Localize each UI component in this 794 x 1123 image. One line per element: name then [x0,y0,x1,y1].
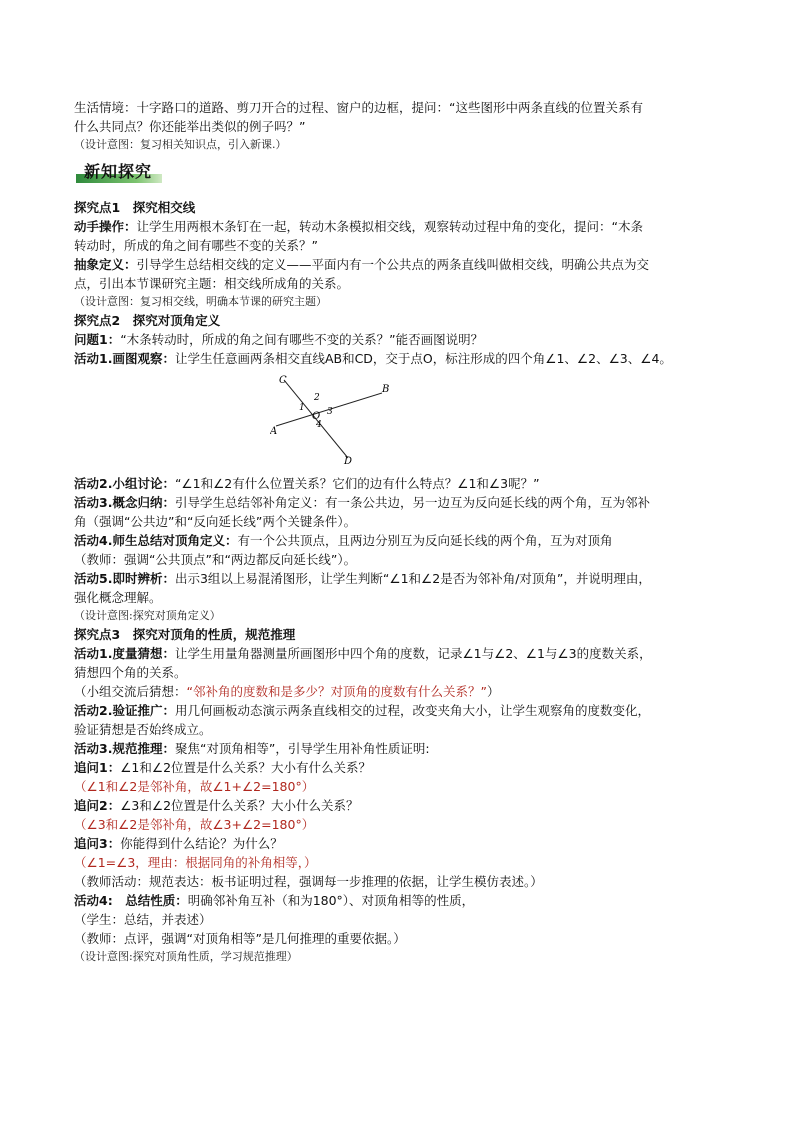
follow-up-3 [74,834,724,853]
follow-up-1 [74,758,724,777]
activity-1 [74,349,724,368]
definition-label: 抽象定义： [74,257,137,272]
explore-point-1-heading: 探究点1 探究相交线 [74,200,196,215]
conjecture-prefix: （小组交流后猜想： [74,684,187,699]
activity-text: 出示3组以上易混淆图形，让学生判断“∠1和∠2是否为邻补角/对顶角”，并说明理由， [174,571,651,586]
p3-activity-2-line-2: 验证猜想是否始终成立。 [74,722,212,737]
follow-up-text: ∠1和∠2位置是什么关系？大小有什么关系？ [120,760,372,775]
p3-activity-3 [74,739,724,758]
label-b: B [382,384,390,395]
angle-4-label: 4 [316,420,322,430]
intro-label: 生活情境： [74,100,137,115]
activity-label: 活动2.验证推广： [74,703,175,718]
p3-activity-1-line-2: 猜想四个角的关系。 [74,665,187,680]
label-o: O [312,411,321,422]
section-title: 新知探究 [84,162,153,181]
activity-text: 有一个公共顶点，且两边分别互为反向延长线的两个角，互为对顶角 [237,533,613,548]
hands-on-line-1 [74,217,724,236]
follow-up-text: 你能得到什么结论？为什么？ [120,836,283,851]
activity-4-line-1 [74,531,724,550]
p3-activity-1-line-1 [74,644,724,663]
angle-1-label: 1 [299,403,305,413]
activity-text: “∠1和∠2有什么位置关系？它们的边有什么特点？∠1和∠3呢？” [174,476,540,491]
activity-text: 明确邻补角互补（和为180°）、对顶角相等的性质， [187,893,475,908]
activity-label: 活动2.小组讨论： [74,476,175,491]
follow-up-3-answer: （∠1=∠3，理由：根据同角的补角相等，） [74,855,317,870]
activity-label: 活动4.师生总结对顶角定义： [74,533,238,548]
p3-activity-4 [74,891,724,910]
intro-text: 十字路口的道路、剪刀开合的过程、窗户的边框，提问：“这些图形中两条直线的位置关系有 [136,100,643,115]
explore-point-2-heading: 探究点2 探究对顶角定义 [74,313,221,328]
activity-label: 活动1.画图观察： [74,351,175,366]
teacher-comment: （教师：点评，强调“对顶角相等”是几何推理的重要依据。） [74,931,406,946]
question-1 [74,330,724,349]
follow-up-text: ∠3和∠2位置是什么关系？大小什么关系？ [120,798,359,813]
definition-line-2: 点，引出本节课研究主题：相交线所成角的关系。 [74,276,350,291]
activity-4-line-2: （教师：强调“公共顶点”和“两边都反向延长线”）。 [74,552,357,567]
teacher-activity: （教师活动：规范表达：板书证明过程，强调每一步推理的依据，让学生模仿表述。） [74,874,543,889]
conjecture-line [74,682,724,701]
activity-text: 用几何画板动态演示两条直线相交的过程，改变夹角大小，让学生观察角的度数变化， [174,703,650,718]
follow-up-label: 追问2： [74,798,121,813]
conjecture-suffix: ） [486,684,500,699]
intersecting-lines-figure [270,372,440,464]
student-summary: （学生：总结，并表述） [74,912,212,927]
activity-text: 引导学生总结邻补角定义：有一条公共边，另一边互为反向延长线的两个角，互为邻补 [174,495,650,510]
activity-label: 活动3.规范推理： [74,741,175,756]
label-a: A [270,426,278,437]
question-label: 问题1： [74,332,121,347]
design-note: （设计意图:探究对顶角定义） [74,609,221,622]
activity-5-line-2: 强化概念理解。 [74,590,162,605]
design-note: （设计意图：复习相关知识点，引入新课.） [74,138,287,151]
section-heading [76,160,166,186]
definition-text: 引导学生总结相交线的定义——平面内有一个公共点的两条直线叫做相交线，明确公共点为交 [136,257,650,272]
definition-line-1 [74,255,724,274]
activity-label: 活动1.度量猜想： [74,646,175,661]
follow-up-2 [74,796,724,815]
activity-label: 活动4: 总结性质： [74,893,188,908]
label-d: D [344,456,353,464]
activity-text: 让学生任意画两条相交直线AB和CD，交于点O，标注形成的四个角∠1、∠2、∠3、∠4。 [174,351,672,366]
angle-2-label: 2 [314,393,320,403]
hands-on-line-2: 转动时，所成的角之间有哪些不变的关系？” [74,238,318,253]
conjecture-question: “邻补角的度数和是多少？对顶角的度数有什么关系？” [186,684,487,699]
activity-text: 让学生用量角器测量所画图形中四个角的度数，记录∠1与∠2、∠1与∠3的度数关系， [174,646,652,661]
document-page [74,98,724,966]
design-note: （设计意图:探究对顶角性质，学习规范推理） [74,950,298,963]
activity-label: 活动3.概念归纳： [74,495,175,510]
activity-3-line-2: 角（强调“公共边”和“反向延长线”两个关键条件）。 [74,514,357,529]
follow-up-label: 追问3： [74,836,121,851]
activity-2 [74,474,724,493]
follow-up-2-answer: （∠3和∠2是邻补角，故∠3+∠2=180°） [74,817,315,832]
label-c: C [279,375,287,386]
question-text: “木条转动时，所成的角之间有哪些不变的关系？”能否画图说明？ [120,332,484,347]
hands-on-text: 让学生用两根木条钉在一起，转动木条模拟相交线，观察转动过程中角的变化，提问：“木条 [136,219,643,234]
activity-text: 聚焦“对顶角相等”，引导学生用补角性质证明: [174,741,430,756]
activity-label: 活动5.即时辨析： [74,571,175,586]
angle-3-label: 3 [327,407,333,417]
activity-5-line-1 [74,569,724,588]
hands-on-label: 动手操作： [74,219,137,234]
intro-line-1 [74,98,724,117]
explore-point-3-heading: 探究点3 探究对顶角的性质，规范推理 [74,627,296,642]
follow-up-label: 追问1： [74,760,121,775]
design-note: （设计意图：复习相交线，明确本节课的研究主题） [74,295,327,308]
activity-3-line-1 [74,493,724,512]
follow-up-1-answer: （∠1和∠2是邻补角，故∠1+∠2=180°） [74,779,315,794]
intro-line-2: 什么共同点？你还能举出类似的例子吗？” [74,119,306,134]
p3-activity-2-line-1 [74,701,724,720]
